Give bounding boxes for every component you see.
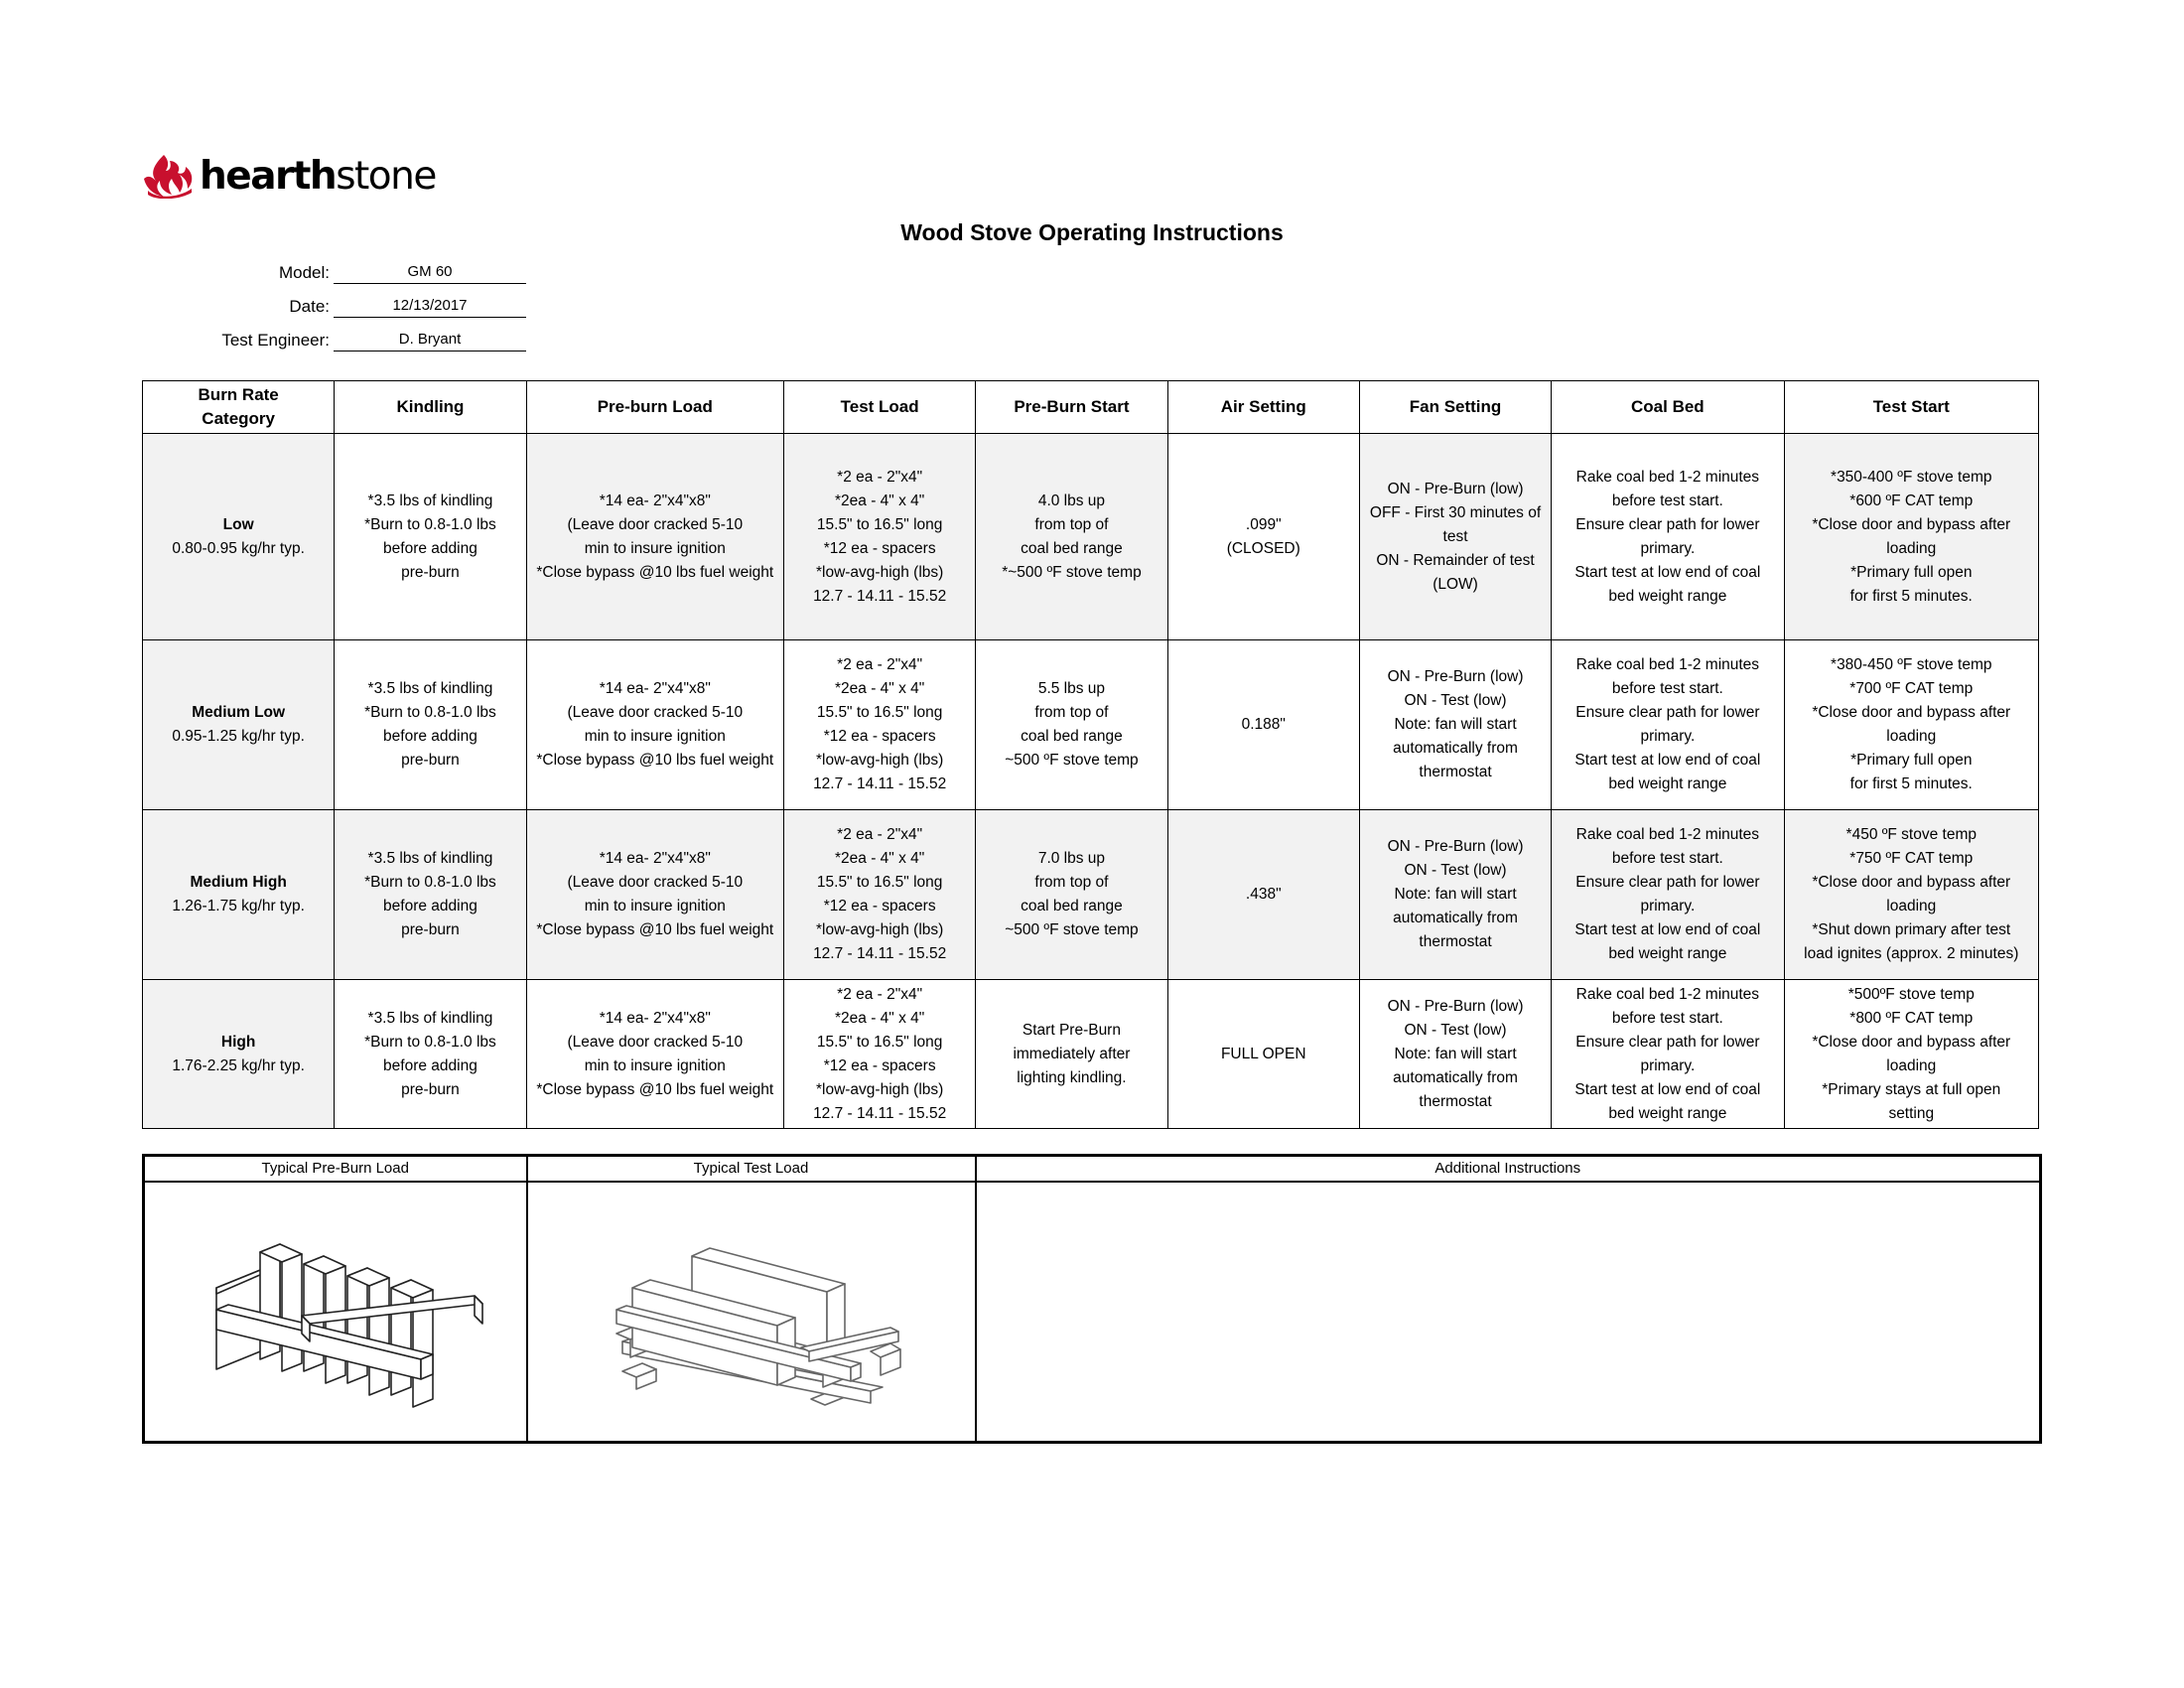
test-load-cell: *2 ea - 2"x4" *2ea - 4" x 4" 15.5" to 16.5" long *12 ea - spacers *low-avg-high (lbs) 12.7 - 14.11 - 15.52 (784, 640, 976, 810)
table-header-row (143, 381, 2039, 434)
fan-setting-cell: ON - Pre-Burn (low) ON - Test (low) Note: fan will start automatically from thermostat (1359, 980, 1551, 1129)
meta-row-engineer (149, 320, 526, 352)
meta-label: Date: (289, 297, 330, 316)
brand-wordmark-bold: hearth (200, 153, 337, 199)
test-start-cell: *450 ºF stove temp *750 ºF CAT temp *Close door and bypass after loading *Shut down primary after test load ignites (approx. 2 minutes) (1784, 810, 2038, 980)
page-title: Wood Stove Operating Instructions (900, 219, 1284, 245)
test-load-diagram (583, 1193, 920, 1431)
test-load-label: Typical Test Load (527, 1156, 976, 1183)
fan-setting-cell: ON - Pre-Burn (low) ON - Test (low) Note: fan will start automatically from thermostat (1359, 640, 1551, 810)
coal-bed-cell: Rake coal bed 1-2 minutes before test start. Ensure clear path for lower primary. Start test at low end of coal bed weight range (1552, 434, 1784, 640)
meta-value-engineer: D. Bryant (334, 329, 526, 352)
test-start-cell: *350-400 ºF stove temp *600 ºF CAT temp *Close door and bypass after loading *Primary full open for first 5 minutes. (1784, 434, 2038, 640)
coal-bed-cell: Rake coal bed 1-2 minutes before test start. Ensure clear path for lower primary. Start test at low end of coal bed weight range (1552, 640, 1784, 810)
preburn-load-diagram (177, 1193, 494, 1431)
category-name: High (220, 1033, 256, 1051)
preburn-load-cell: *14 ea- 2"x4"x8" (Leave door cracked 5-10 min to insure ignition *Close bypass @10 lbs fuel weight (526, 640, 783, 810)
air-setting-cell: FULL OPEN (1167, 980, 1359, 1129)
kindling-cell: *3.5 lbs of kindling *Burn to 0.8-1.0 lbs before adding pre-burn (335, 434, 526, 640)
category-name: Medium Low (192, 704, 286, 721)
burn-rate-cell (143, 640, 335, 810)
meta-row-model (149, 252, 526, 284)
col-header-preburn-start: Pre-Burn Start (976, 381, 1167, 434)
table-row (143, 980, 2039, 1129)
test-load-cell: *2 ea - 2"x4" *2ea - 4" x 4" 15.5" to 16.5" long *12 ea - spacers *low-avg-high (lbs) 12.7 - 14.11 - 15.52 (784, 434, 976, 640)
burn-rate-cell (143, 980, 335, 1129)
col-header-test-start: Test Start (1784, 381, 2038, 434)
test-start-cell: *380-450 ºF stove temp *700 ºF CAT temp *Close door and bypass after loading *Primary full open for first 5 minutes. (1784, 640, 2038, 810)
bottom-header-row (144, 1156, 2041, 1183)
kindling-cell: *3.5 lbs of kindling *Burn to 0.8-1.0 lbs before adding pre-burn (335, 810, 526, 980)
preburn-start-cell: 5.5 lbs up from top of coal bed range ~500 ºF stove temp (976, 640, 1167, 810)
burn-rate-cell (143, 434, 335, 640)
preburn-start-cell: Start Pre-Burn immediately after lighting kindling. (976, 980, 1167, 1129)
fan-setting-cell: ON - Pre-Burn (low) ON - Test (low) Note: fan will start automatically from thermostat (1359, 810, 1551, 980)
fan-setting-cell: ON - Pre-Burn (low) OFF - First 30 minutes of test ON - Remainder of test (LOW) (1359, 434, 1551, 640)
meta-row-date (149, 286, 526, 318)
table-row (143, 640, 2039, 810)
preburn-load-cell: *14 ea- 2"x4"x8" (Leave door cracked 5-10 min to insure ignition *Close bypass @10 lbs fuel weight (526, 434, 783, 640)
col-header-coal-bed: Coal Bed (1552, 381, 1784, 434)
category-name: Medium High (190, 874, 287, 891)
kindling-cell: *3.5 lbs of kindling *Burn to 0.8-1.0 lbs before adding pre-burn (335, 980, 526, 1129)
bottom-body-row (144, 1182, 2041, 1443)
test-load-cell: *2 ea - 2"x4" *2ea - 4" x 4" 15.5" to 16.5" long *12 ea - spacers *low-avg-high (lbs) 12.7 - 14.11 - 15.52 (784, 810, 976, 980)
category-rate: 0.95-1.25 kg/hr typ. (172, 728, 305, 745)
additional-instructions-body (976, 1182, 2041, 1443)
brand-wordmark (200, 153, 436, 199)
meta-label: Test Engineer: (221, 331, 330, 350)
col-header-kindling: Kindling (335, 381, 526, 434)
air-setting-cell: 0.188" (1167, 640, 1359, 810)
preburn-start-cell: 7.0 lbs up from top of coal bed range ~500 ºF stove temp (976, 810, 1167, 980)
additional-instructions-label: Additional Instructions (976, 1156, 2041, 1183)
brand-wordmark-light: stone (336, 153, 436, 199)
preburn-load-label: Typical Pre-Burn Load (144, 1156, 527, 1183)
air-setting-cell: .438" (1167, 810, 1359, 980)
coal-bed-cell: Rake coal bed 1-2 minutes before test start. Ensure clear path for lower primary. Start test at low end of coal bed weight range (1552, 980, 1784, 1129)
category-rate: 0.80-0.95 kg/hr typ. (172, 539, 305, 557)
table-row (143, 810, 2039, 980)
category-rate: 1.26-1.75 kg/hr typ. (172, 898, 305, 914)
meta-value-model: GM 60 (334, 261, 526, 284)
meta-label: Model: (278, 263, 330, 282)
brand-logo (142, 151, 436, 201)
category-rate: 1.76-2.25 kg/hr typ. (172, 1056, 305, 1074)
preburn-load-cell: *14 ea- 2"x4"x8" (Leave door cracked 5-10 min to insure ignition *Close bypass @10 lbs fuel weight (526, 810, 783, 980)
col-header-air-setting: Air Setting (1167, 381, 1359, 434)
air-setting-cell: .099" (CLOSED) (1167, 434, 1359, 640)
kindling-cell: *3.5 lbs of kindling *Burn to 0.8-1.0 lbs before adding pre-burn (335, 640, 526, 810)
test-load-cell: *2 ea - 2"x4" *2ea - 4" x 4" 15.5" to 16.5" long *12 ea - spacers *low-avg-high (lbs) 12.7 - 14.11 - 15.52 (784, 980, 976, 1129)
col-header-burn-rate: Burn Rate Category (143, 381, 335, 434)
bottom-panel-table (142, 1154, 2042, 1444)
preburn-load-cell: *14 ea- 2"x4"x8" (Leave door cracked 5-10 min to insure ignition *Close bypass @10 lbs fuel weight (526, 980, 783, 1129)
meta-value-date: 12/13/2017 (334, 295, 526, 318)
coal-bed-cell: Rake coal bed 1-2 minutes before test start. Ensure clear path for lower primary. Start test at low end of coal bed weight range (1552, 810, 1784, 980)
category-name: Low (222, 515, 254, 533)
operating-table (142, 380, 2039, 1129)
burn-rate-cell (143, 810, 335, 980)
test-start-cell: *500ºF stove temp *800 ºF CAT temp *Close door and bypass after loading *Primary stays at full open setting (1784, 980, 2038, 1129)
table-row (143, 434, 2039, 640)
col-header-preburn-load: Pre-burn Load (526, 381, 783, 434)
preburn-load-drawing-cell (144, 1182, 527, 1443)
flame-icon (142, 153, 196, 199)
preburn-start-cell: 4.0 lbs up from top of coal bed range *~500 ºF stove temp (976, 434, 1167, 640)
col-header-test-load: Test Load (784, 381, 976, 434)
col-header-fan-setting: Fan Setting (1359, 381, 1551, 434)
test-load-drawing-cell (527, 1182, 976, 1443)
